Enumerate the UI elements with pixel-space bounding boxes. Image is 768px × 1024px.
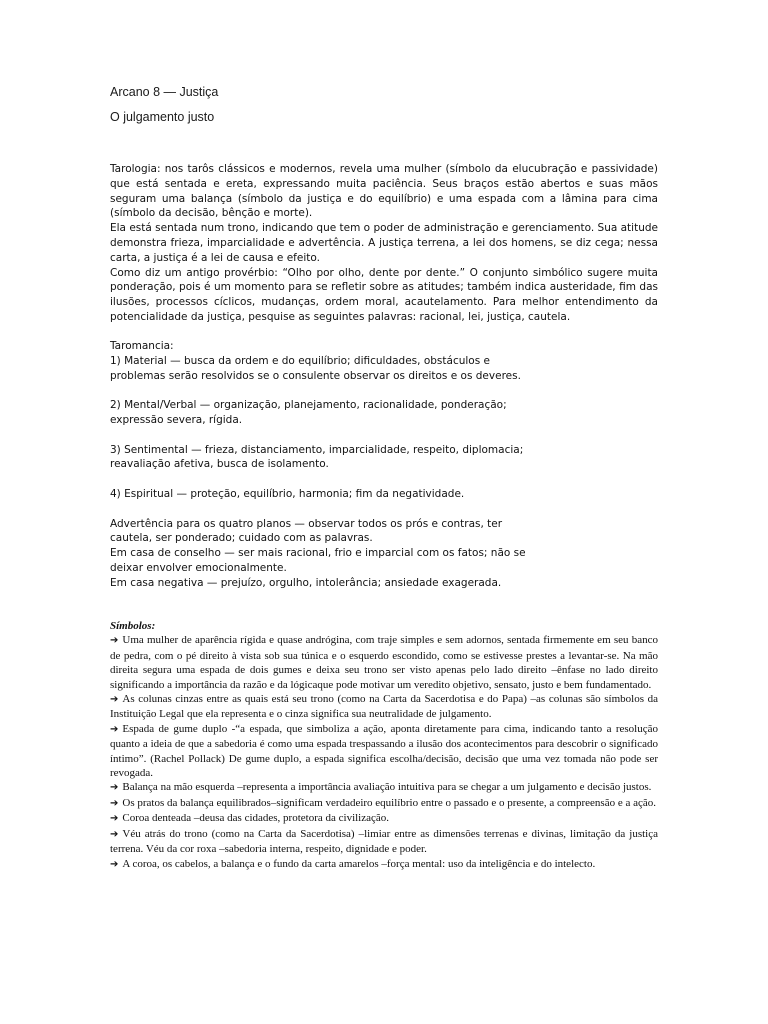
advertencia-line: deixar envolver emocionalmente. bbox=[110, 561, 287, 574]
simbolo-text: Coroa denteada –deusa das cidades, protetora da civilização. bbox=[122, 812, 390, 825]
taromancia-line: 3) Sentimental — frieza, distanciamento, imparcialidade, respeito, diplomacia; bbox=[110, 443, 524, 456]
arrow-right-icon: ➔ bbox=[110, 723, 119, 735]
arrow-right-icon: ➔ bbox=[110, 635, 119, 647]
arrow-right-icon: ➔ bbox=[110, 797, 119, 809]
tarologia-paragraph: Como diz um antigo provérbio: “Olho por olho, dente por dente.” O conjunto simbólico sugere muita ponderação, pois é um momento para se refletir sobre as atitudes; também indica austeridade, fim das ilusões, processos cíclicos, mudanças, ordem moral, acautelamento. Para melhor entendimento da potencialidade da justiça, pesquise as seguintes palavras: racional, lei, justiça, cautela. bbox=[110, 266, 658, 323]
tarologia-paragraph: Tarologia: nos tarôs clássicos e modernos, revela uma mulher (símbolo da elucubração e passividade) que está sentada e ereta, expressando muita paciência. Seus braços estão abertos e suas mãos seguram uma balança (símbolo da justiça e do equilíbrio) e uma espada com a lâmina para cima (símbolo da decisão, bênção e morte). bbox=[110, 163, 658, 220]
simbolo-item bbox=[110, 633, 658, 692]
simbolo-item bbox=[110, 796, 658, 811]
page-subtitle: O julgamento justo bbox=[110, 110, 215, 124]
taromancia-line: 4) Espiritual — proteção, equilíbrio, harmonia; fim da negatividade. bbox=[110, 487, 465, 500]
arrow-right-icon: ➔ bbox=[110, 828, 119, 840]
simbolo-text: Uma mulher de aparência rígida e quase andrógina, com traje simples e sem adornos, sentada firmemente em seu banco de pedra, com o pé direito à vista sob sua túnica e o esquerdo escondido, como se estivesse prestes a levantar-se. Na mão direita segura uma espada de dois gumes e deixa seu trono ser visto apenas pelo lado direito –ênfase no lado direito significando a importância da razão e da lógicaque pode motivar um veredito objetivo, sensato, justo e bem fundamentado. bbox=[110, 634, 658, 691]
advertencia-line: cautela, ser ponderado; cuidado com as palavras. bbox=[110, 532, 373, 545]
simbolo-text: As colunas cinzas entre as quais está seu trono (como na Carta da Sacerdotisa e do Papa) –as colunas são símbolos da Instituição Legal que ela representa e o cinza significa sua neutralidade de julgamento. bbox=[110, 693, 658, 721]
page-title: Arcano 8 — Justiça bbox=[110, 85, 219, 99]
taromancia-section bbox=[110, 339, 658, 591]
simbolo-item bbox=[110, 827, 658, 857]
simbolo-item bbox=[110, 722, 658, 781]
simbolo-item bbox=[110, 692, 658, 722]
simbolos-heading: Símbolos: bbox=[110, 620, 156, 632]
taromancia-line: reavaliação afetiva, busca de isolamento. bbox=[110, 458, 329, 471]
arrow-right-icon: ➔ bbox=[110, 813, 119, 825]
arrow-right-icon: ➔ bbox=[110, 694, 119, 706]
simbolo-text: Véu atrás do trono (como na Carta da Sacerdotisa) –limiar entre as dimensões terrenas e divinas, limitação da justiça terrena. Véu da cor roxa –sabedoria interna, respeito, dignidade e poder. bbox=[110, 827, 658, 856]
taromancia-line: problemas serão resolvidos se o consulente observar os direitos e os deveres. bbox=[110, 369, 521, 382]
simbolo-text: A coroa, os cabelos, a balança e o fundo da carta amarelos –força mental: uso da inteligência e do intelecto. bbox=[122, 857, 596, 870]
tarologia-section bbox=[110, 162, 658, 325]
taromancia-line: expressão severa, rígida. bbox=[110, 413, 243, 426]
taromancia-line: 2) Mental/Verbal — organização, planejamento, racionalidade, ponderação; bbox=[110, 399, 507, 412]
advertencia-line: Em casa de conselho — ser mais racional, frio e imparcial com os fatos; não se bbox=[110, 547, 526, 560]
simbolo-item bbox=[110, 857, 658, 872]
simbolo-text: Balança na mão esquerda –representa a importância avaliação intuitiva para se chegar a um julgamento e decisão justos. bbox=[122, 781, 652, 794]
simbolo-item bbox=[110, 811, 658, 826]
advertencia-line: Em casa negativa — prejuízo, orgulho, intolerância; ansiedade exagerada. bbox=[110, 576, 502, 589]
advertencia-line: Advertência para os quatro planos — observar todos os prós e contras, ter bbox=[110, 517, 503, 530]
arrow-right-icon: ➔ bbox=[110, 782, 119, 794]
taromancia-line: 1) Material — busca da ordem e do equilíbrio; dificuldades, obstáculos e bbox=[110, 354, 490, 367]
simbolos-section bbox=[110, 619, 658, 872]
tarologia-paragraph: Ela está sentada num trono, indicando que tem o poder de administração e gerenciamento. Sua atitude demonstra frieza, imparcialidade e advertência. A justiça terrena, a lei dos homens, se diz cega; nessa carta, a justiça é a lei de causa e efeito. bbox=[110, 222, 658, 264]
simbolo-item bbox=[110, 780, 658, 795]
arrow-right-icon: ➔ bbox=[110, 858, 119, 870]
simbolo-text: Os pratos da balança equilibrados–significam verdadeiro equilíbrio entre o passado e o presente, a compreensão e a ação. bbox=[122, 796, 656, 809]
simbolo-text: Espada de gume duplo -“a espada, que simboliza a ação, aponta diretamente para cima, indicando tanto a resolução quanto a ideia de que a sabedoria é como uma espada trespassando a ilusão dos acontecimentos para descobrir o significado íntimo”. (Rachel Pollack) De gume duplo, a espada significa escolha/decisão, decisão que uma vez tomada não pode ser revogada. bbox=[110, 722, 658, 780]
taromancia-heading: Taromancia: bbox=[110, 340, 174, 352]
